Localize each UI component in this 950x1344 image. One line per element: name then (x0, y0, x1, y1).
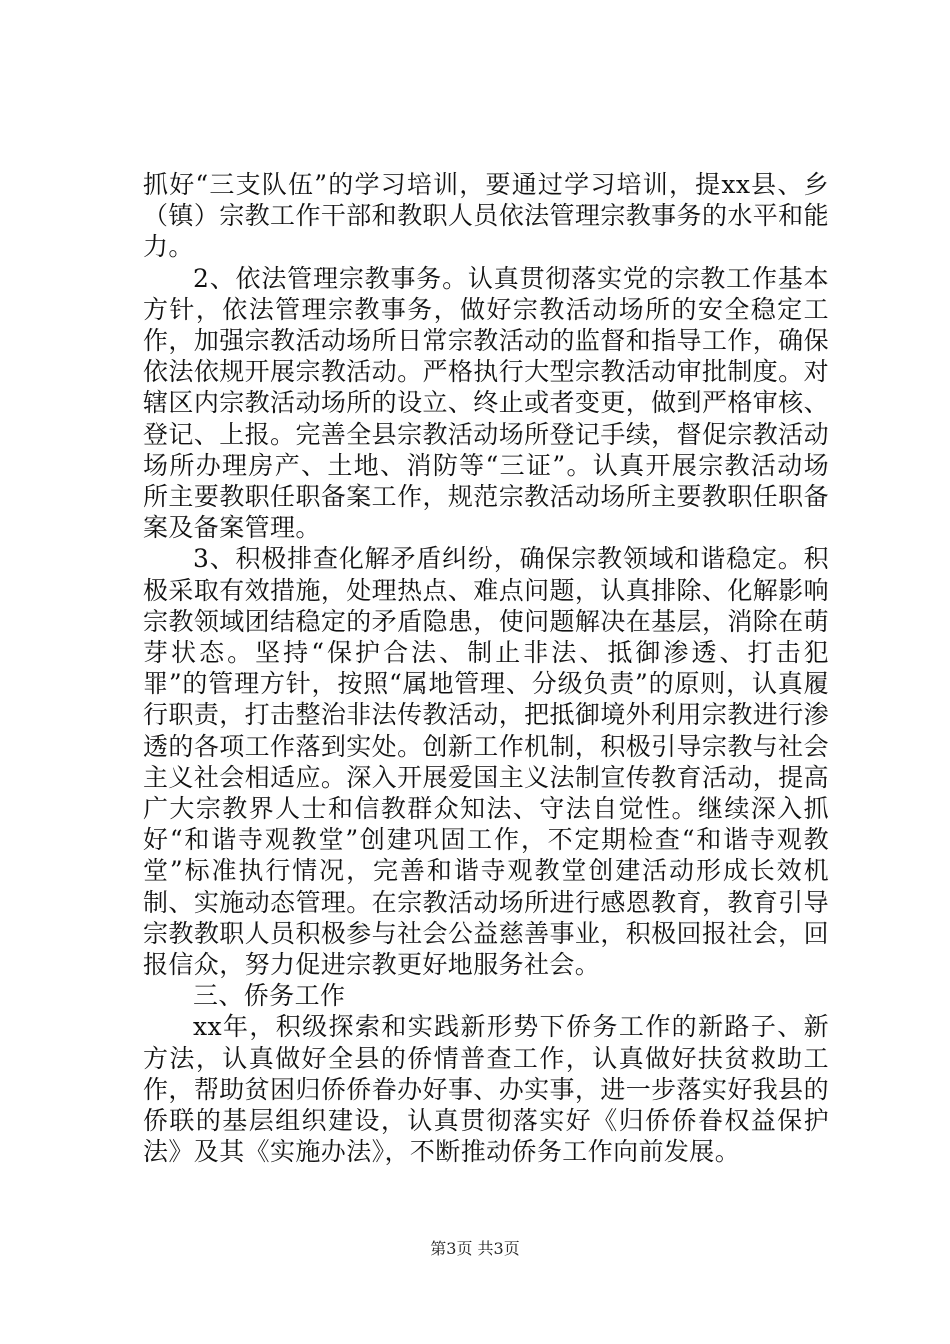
page-footer: 第3页 共3页 (430, 1239, 520, 1258)
paragraph-religious-affairs: 2、依法管理宗教事务。认真贯彻落实党的宗教工作基本方针，依法管理宗教事务，做好宗教活动场所的安全稳定工作，加强宗教活动场所日常宗教活动的监督和指导工作，确保依法依规开展宗教活动。严格执行大型宗教活动审批制度。对辖区内宗教活动场所的设立、终止或者变更，做到严格审核、登记、上报。完善全县宗教活动场所登记手续，督促宗教活动场所办理房产、土地、消防等“三证”。认真开展宗教活动场所主要教职任职备案工作，规范宗教活动场所主要教职任职备案及备案管理。 (143, 263, 829, 543)
paragraph-dispute-resolution: 3、积极排查化解矛盾纠纷，确保宗教领域和谐稳定。积极采取有效措施，处理热点、难点问题，认真排除、化解影响宗教领域团结稳定的矛盾隐患，使问题解决在基层，消除在萌芽状态。坚持“保护合法、制止非法、抵御渗透、打击犯罪”的管理方针，按照“属地管理、分级负责”的原则，认真履行职责，打击整治非法传教活动，把抵御境外利用宗教进行渗透的各项工作落到实处。创新工作机制，积极引导宗教与社会主义社会相适应。深入开展爱国主义法制宣传教育活动，提高广大宗教界人士和信教群众知法、守法自觉性。继续深入抓好“和谐寺观教堂”创建巩固工作，不定期检查“和谐寺观教堂”标准执行情况，完善和谐寺观教堂创建活动形成长效机制、实施动态管理。在宗教活动场所进行感恩教育，教育引导宗教教职人员积极参与社会公益慈善事业，积极回报社会，回报信众，努力促进宗教更好地服务社会。 (143, 544, 829, 980)
paragraph-overseas-affairs: xx年，积级探索和实践新形势下侨务工作的新路子、新方法，认真做好全县的侨情普查工作，认真做好扶贫救助工作，帮助贫困归侨侨眷办好事、办实事，进一步落实好我县的侨联的基层组织建设，认真贯彻落实好《归侨侨眷权益保护法》及其《实施办法》，不断推动侨务工作向前发展。 (143, 1012, 829, 1167)
paragraph-continuation: 抓好“三支队伍”的学习培训，要通过学习培训，提xx县、乡（镇）宗教工作干部和教职人员依法管理宗教事务的水平和能力。 (143, 170, 829, 262)
document-body (143, 169, 829, 1168)
section-heading-overseas-affairs: 三、侨务工作 (193, 981, 346, 1011)
